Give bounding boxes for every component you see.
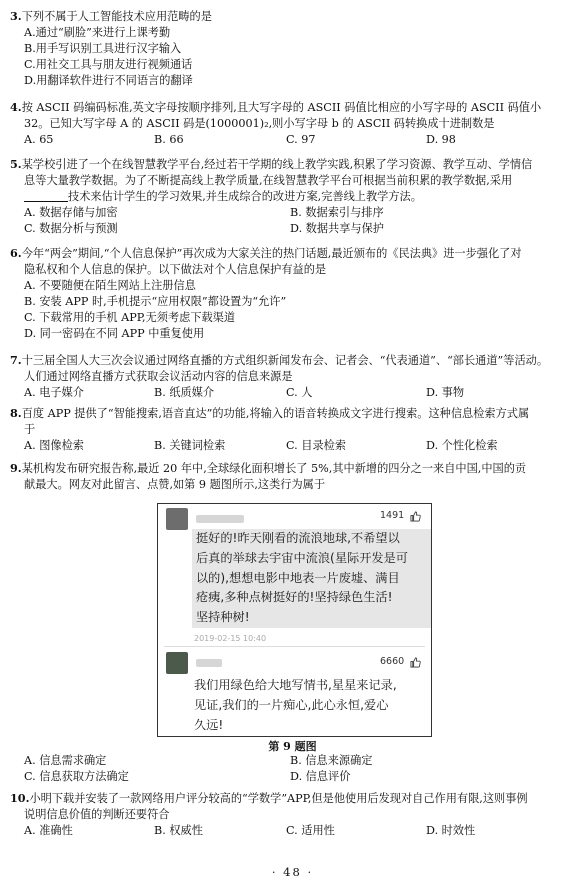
option-a: A. 电子媒介: [24, 386, 84, 399]
question-number: 4.: [10, 100, 22, 114]
question-number: 6.: [10, 246, 22, 260]
question-4: [10, 99, 572, 148]
option-c: C. 目录检索: [286, 439, 347, 452]
option-row: [10, 385, 572, 401]
option-d: D. 98: [426, 133, 456, 146]
question-stem-line: 技术来估计学生的学习效果,并生成综合的改进方案,完善线上教学方法。: [10, 189, 572, 205]
blurred-username: [196, 515, 244, 523]
option-d: D. 数据共享与保护: [290, 222, 384, 235]
option-b: B. 信息来源确定: [290, 754, 373, 767]
option-a: A. 数据存储与加密: [24, 206, 118, 219]
option-a: A. 65: [24, 133, 54, 146]
question-number: 8.: [10, 406, 22, 420]
question-stem-line: 隐私权和个人信息的保护。以下做法对个人信息保护有益的是: [24, 263, 327, 276]
option-a: A. 不要随便在陌生网站上注册信息: [24, 279, 196, 292]
question-stem: 7.十三届全国人大三次会议通过网络直播的方式组织新闻发布会、记者会、“代表通道”、“部长通道”等活动。: [10, 353, 549, 367]
option-d: D. 事物: [426, 386, 465, 399]
like-count: 1491: [380, 510, 405, 521]
option-row: [10, 769, 572, 785]
option-a: A.通过“刷脸”来进行上课考勤: [24, 26, 171, 39]
option-row: [10, 753, 572, 769]
option-d: D.用翻译软件进行不同语言的翻译: [24, 74, 193, 87]
question-stem-line: 人们通过网络直播方式获取会议活动内容的信息来源是: [24, 370, 293, 383]
comment-timestamp: 2019-02-15 10:40: [194, 634, 267, 643]
question-number: 9.: [10, 461, 22, 475]
question-stem-line: 息等大量教学数据。为了不断提高线上教学质量,在线智慧教学平台可根据当前积累的教学数据,采用: [24, 174, 513, 187]
answer-blank: [24, 191, 68, 202]
option-b: B. 数据索引与排序: [290, 206, 384, 219]
divider: [164, 646, 425, 647]
comment-text: 我们用绿色给大地写情书,星星来记录, 见证,我们的一片痴心,此心永恒,爱心 久远!: [194, 678, 397, 732]
option-b: B.用手写识别工具进行汉字输入: [24, 42, 182, 55]
question-stem: 3.下列不属于人工智能技术应用范畴的是: [10, 9, 212, 23]
question-10: [10, 790, 572, 839]
question-3: [10, 8, 572, 89]
option-c: C. 下载常用的手机 APP,无须考虑下载渠道: [24, 311, 236, 324]
option-row: [10, 221, 572, 237]
thumbs-up-icon: [410, 657, 421, 668]
option-d: D. 同一密码在不同 APP 中重复使用: [24, 327, 205, 340]
option-a: A. 信息需求确定: [24, 754, 107, 767]
option-a: A. 图像检索: [24, 439, 84, 452]
thumbs-up-icon: [410, 511, 421, 522]
avatar-icon: [166, 508, 188, 530]
option-row: [10, 438, 572, 454]
question-stem-line: 献最大。网友对此留言、点赞,如第 9 题图所示,这类行为属于: [24, 478, 326, 491]
avatar-icon: [166, 652, 188, 674]
question-stem: 4.按 ASCII 码编码标准,英文字母按顺序排列,且大写字母的 ASCII 码值比相应的小写字母的 ASCII 码值小: [10, 100, 542, 114]
question-number: 5.: [10, 157, 22, 171]
question-8: [10, 405, 572, 454]
question-stem: 6.今年“两会”期间,“个人信息保护”再次成为大家关注的热门话题,最近颁布的《民法典》进一步强化了对: [10, 246, 522, 260]
question-number: 7.: [10, 353, 22, 367]
blurred-username: [196, 659, 222, 667]
option-c: C.用社交工具与朋友进行视频通话: [24, 58, 193, 71]
option-row: [10, 205, 572, 221]
question-stem-line: 说明信息价值的判断还要符合: [24, 808, 170, 821]
option-b: B. 安装 APP 时,手机提示“应用权限”都设置为“允许”: [24, 295, 287, 308]
like-count: 6660: [380, 656, 405, 667]
question-number: 10.: [10, 791, 30, 805]
question-5: [10, 156, 572, 237]
question-stem: 10.小明下载并安装了一款网络用户评分较高的“学数学”APP,但是他使用后发现对自己作用有限,这则事例: [10, 791, 528, 805]
question-stem: 9.某机构发布研究报告称,最近 20 年中,全球绿化面积增长了 5%,其中新增的四分之一来自中国,中国的贡: [10, 461, 527, 475]
question-9-options: [10, 753, 572, 785]
question-stem-line: 32。已知大写字母 A 的 ASCII 码是(1000001)₂,则小写字母 b 的 ASCII 码转换成十进制数是: [24, 117, 495, 130]
question-6: [10, 245, 572, 342]
question-7: [10, 352, 572, 401]
comment-screenshot-figure: [157, 503, 432, 737]
question-stem: 5.某学校引进了一个在线智慧教学平台,经过若干学期的线上教学实践,积累了学习资源、教学互动、学情信: [10, 157, 533, 171]
option-b: B. 纸质媒介: [154, 386, 215, 399]
option-d: D. 个性化检索: [426, 439, 498, 452]
option-b: B. 权威性: [154, 824, 203, 837]
comment-text: 挺好的!昨天刚看的流浪地球,不希望以 后真的举球去宇宙中流浪(星际开发是可 以的),想想电影中地表一片废墟、满目 疮痍,多种点树挺好的!坚持绿色生活! 坚持种树!: [192, 529, 431, 628]
option-c: C. 97: [286, 133, 316, 146]
question-9: [10, 460, 572, 493]
option-b: B. 66: [154, 133, 184, 146]
option-row: [10, 132, 572, 148]
option-c: C. 人: [286, 386, 313, 399]
page-number: · 48 ·: [271, 865, 314, 879]
option-c: C. 适用性: [286, 824, 335, 837]
option-row: [10, 823, 572, 839]
option-c: C. 数据分析与预测: [24, 222, 118, 235]
option-d: D. 时效性: [426, 824, 476, 837]
option-c: C. 信息获取方法确定: [24, 770, 129, 783]
option-b: B. 关键词检索: [154, 439, 226, 452]
question-number: 3.: [10, 9, 22, 23]
question-stem: 8.百度 APP 提供了“智能搜索,语音直达”的功能,将输入的语音转换成文字进行搜索。这种信息检索方式属: [10, 406, 530, 420]
option-a: A. 准确性: [24, 824, 73, 837]
figure-caption: 第 9 题图: [268, 740, 317, 753]
question-stem-line: 于: [24, 423, 36, 436]
option-d: D. 信息评价: [290, 770, 351, 783]
